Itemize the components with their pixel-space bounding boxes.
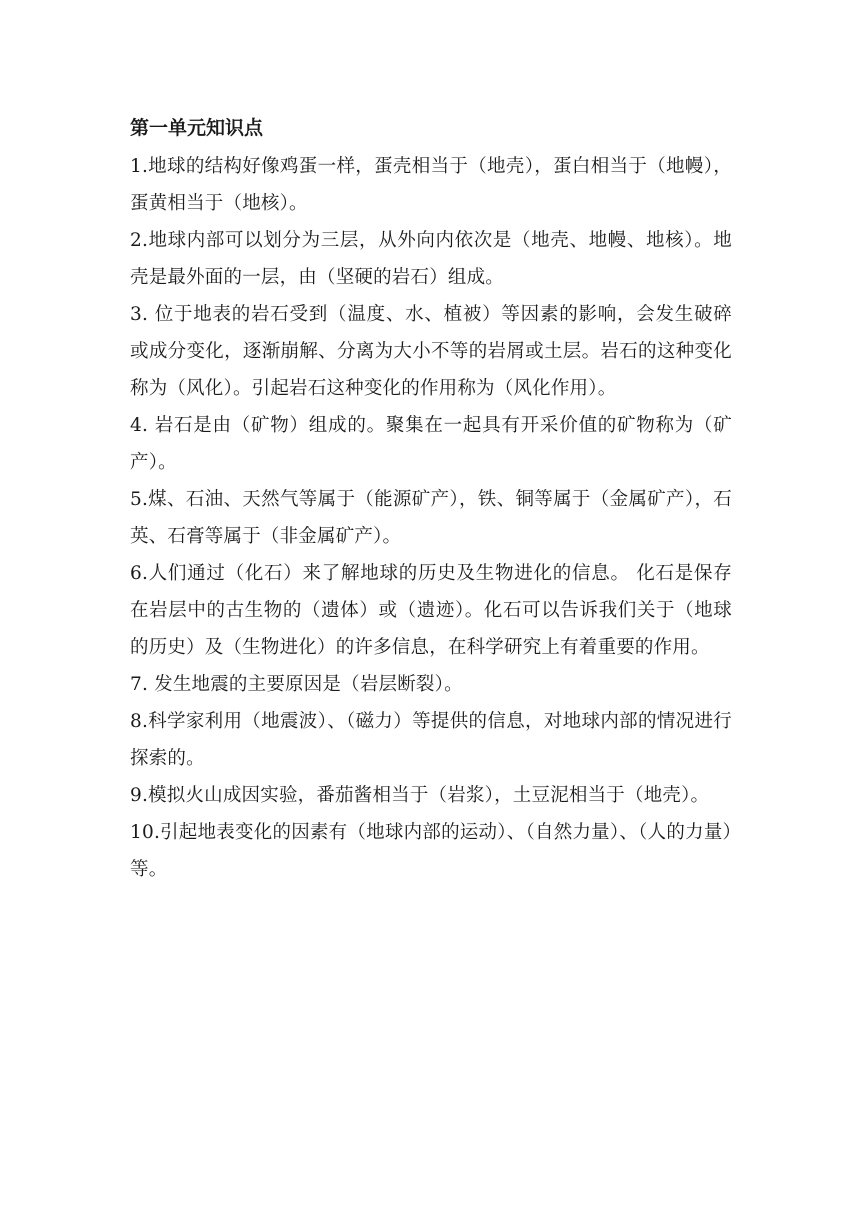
knowledge-point-1: 1.地球的结构好像鸡蛋一样，蛋壳相当于（地壳），蛋白相当于（地幔），蛋黄相当于（地核）。 xyxy=(130,156,732,214)
knowledge-point-10: 10.引起地表变化的因素有（地球内部的运动）、（自然力量）、（人的力量）等。 xyxy=(130,822,732,880)
document-page xyxy=(130,108,732,888)
knowledge-point-4: 4. 岩石是由（矿物）组成的。聚集在一起具有开采价值的矿物称为（矿产）。 xyxy=(130,415,732,473)
knowledge-point-6: 6.人们通过（化石）来了解地球的历史及生物进化的信息。 化石是保存在岩层中的古生物的（遗体）或（遗迹）。化石可以告诉我们关于（地球的历史）及（生物进化）的许多信息，在科学研究上有着重要的作用。 xyxy=(130,563,732,658)
knowledge-point-9: 9.模拟火山成因实验，番茄酱相当于（岩浆），土豆泥相当于（地壳）。 xyxy=(130,785,710,806)
document-title: 第一单元知识点 xyxy=(130,117,264,139)
knowledge-point-5: 5.煤、石油、天然气等属于（能源矿产），铁、铜等属于（金属矿产），石英、石膏等属于（非金属矿产）。 xyxy=(130,489,732,547)
knowledge-point-7: 7. 发生地震的主要原因是（岩层断裂）。 xyxy=(130,674,463,695)
knowledge-point-2: 2.地球内部可以划分为三层，从外向内依次是（地壳、地幔、地核）。地壳是最外面的一层，由（坚硬的岩石）组成。 xyxy=(130,230,732,288)
knowledge-point-3: 3. 位于地表的岩石受到（温度、水、植被）等因素的影响，会发生破碎或成分变化，逐渐崩解、分离为大小不等的岩屑或土层。岩石的这种变化称为（风化）。引起岩石这种变化的作用称为（风化作用）。 xyxy=(130,304,732,399)
knowledge-point-8: 8.科学家利用（地震波）、（磁力）等提供的信息，对地球内部的情况进行探索的。 xyxy=(130,711,732,769)
